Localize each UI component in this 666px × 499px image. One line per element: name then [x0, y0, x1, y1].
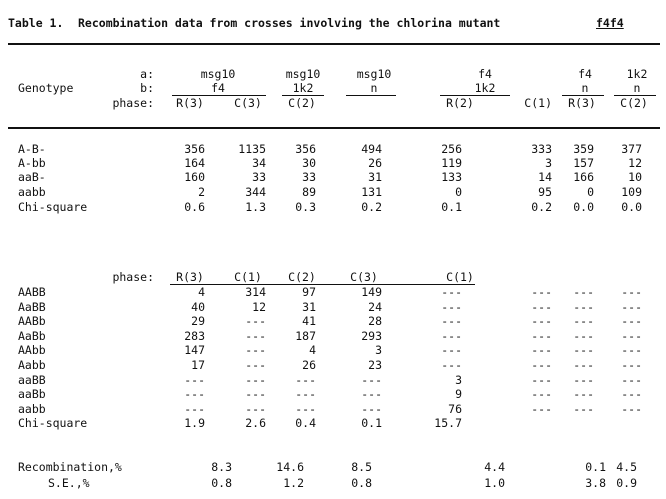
section2-phase-1: C(1)	[234, 270, 262, 284]
cell: 0.2	[361, 200, 382, 214]
cell: ---	[531, 358, 552, 372]
row-label: AABb	[18, 314, 46, 328]
cell: ---	[441, 329, 462, 343]
cell: ---	[245, 343, 266, 357]
cell: ---	[531, 300, 552, 314]
cell: 12	[628, 156, 642, 170]
cell: 0	[587, 185, 594, 199]
group-3-b: 1k2	[474, 81, 496, 95]
group-4-b: n	[581, 81, 589, 95]
cell: 187	[295, 329, 316, 343]
recombination-value: 14.6	[276, 460, 304, 474]
cell: 10	[628, 170, 642, 184]
cell: 0.6	[184, 200, 205, 214]
se-value: 0.8	[351, 476, 372, 490]
cell: ---	[531, 373, 552, 387]
cell: ---	[621, 314, 642, 328]
cell: 3	[545, 156, 552, 170]
section2-phase-4: C(1)	[446, 270, 474, 284]
cell: ---	[621, 373, 642, 387]
cell: 97	[302, 285, 316, 299]
cell: ---	[573, 402, 594, 416]
recombination-value: 4.4	[484, 460, 505, 474]
group-2-a: msg10	[356, 67, 392, 81]
cell: 26	[368, 156, 382, 170]
cell: 2	[198, 185, 205, 199]
cell: ---	[295, 387, 316, 401]
section2-phase-3: C(3)	[350, 270, 378, 284]
group-0-a: msg10	[200, 67, 236, 81]
cell: ---	[441, 358, 462, 372]
cell: ---	[361, 373, 382, 387]
cell: 1.3	[245, 200, 266, 214]
cell: 494	[361, 142, 382, 156]
cell: ---	[531, 387, 552, 401]
cell: 333	[531, 142, 552, 156]
cell: 28	[368, 314, 382, 328]
phase-cell-6: R(3)	[568, 96, 596, 110]
phase-cell-0: R(3)	[176, 96, 204, 110]
row-label: Chi-square	[18, 200, 88, 214]
cell: 256	[441, 142, 462, 156]
cell: 293	[361, 329, 382, 343]
row-label: AAbb	[18, 343, 46, 357]
cell: ---	[441, 285, 462, 299]
cell: 0.0	[573, 200, 594, 214]
table-title: Recombination data from crosses involving the chlorina mutant	[78, 16, 501, 30]
row-label: aabb	[18, 402, 46, 416]
table-number: Table 1.	[8, 16, 64, 30]
cell: 147	[184, 343, 205, 357]
phase-cell-7: C(2)	[620, 96, 648, 110]
cell: 29	[191, 314, 205, 328]
group-5-a: 1k2	[626, 67, 648, 81]
cell: 0.2	[531, 200, 552, 214]
cell: ---	[621, 387, 642, 401]
row-label-a: a:	[140, 67, 154, 81]
cell: ---	[531, 314, 552, 328]
cell: ---	[573, 285, 594, 299]
cell: 283	[184, 329, 205, 343]
cell: ---	[531, 402, 552, 416]
recombination-label: Recombination,%	[18, 460, 122, 474]
cell: 356	[295, 142, 316, 156]
section2-phase-rule	[170, 284, 475, 285]
row-label: aaBb	[18, 387, 46, 401]
section2-phase-label: phase:	[112, 270, 154, 284]
row-label: aabb	[18, 185, 46, 199]
se-value: 1.0	[484, 476, 505, 490]
row-label-phase: phase:	[112, 96, 154, 110]
group-rule-2	[346, 95, 396, 96]
cell: 109	[621, 185, 642, 199]
cell: 314	[245, 285, 266, 299]
row-label: AaBb	[18, 329, 46, 343]
cell: 160	[184, 170, 205, 184]
cell: 149	[361, 285, 382, 299]
row-label: Chi-square	[18, 416, 88, 430]
cell: 377	[621, 142, 642, 156]
cell: ---	[361, 387, 382, 401]
section2-phase-0: R(3)	[176, 270, 204, 284]
row-label-b: b:	[140, 81, 154, 95]
row-label: AaBB	[18, 300, 46, 314]
cell: ---	[245, 329, 266, 343]
cell: 34	[252, 156, 266, 170]
cell: 356	[184, 142, 205, 156]
recombination-value: 4.5	[616, 460, 637, 474]
cell: ---	[184, 373, 205, 387]
cell: 359	[573, 142, 594, 156]
cell: 33	[252, 170, 266, 184]
group-3-a: f4	[478, 67, 492, 81]
cell: 31	[368, 170, 382, 184]
cell: 3	[455, 373, 462, 387]
cell: ---	[531, 329, 552, 343]
phase-cell-5: C(1)	[524, 96, 552, 110]
cell: ---	[573, 314, 594, 328]
cell: 166	[573, 170, 594, 184]
cell: ---	[621, 343, 642, 357]
cell: ---	[621, 402, 642, 416]
cell: ---	[531, 285, 552, 299]
cell: ---	[245, 314, 266, 328]
se-value: 1.2	[283, 476, 304, 490]
cell: 12	[252, 300, 266, 314]
cell: ---	[573, 300, 594, 314]
top-rule	[8, 43, 660, 45]
row-label: A-bb	[18, 156, 46, 170]
cell: ---	[621, 300, 642, 314]
recombination-value: 8.5	[351, 460, 372, 474]
phase-cell-1: C(3)	[234, 96, 262, 110]
recombination-value: 8.3	[211, 460, 232, 474]
cell: ---	[184, 402, 205, 416]
row-label: aaBB	[18, 373, 46, 387]
cell: ---	[441, 314, 462, 328]
cell: 3	[375, 343, 382, 357]
cell: 0	[455, 185, 462, 199]
cell: ---	[295, 402, 316, 416]
cell: ---	[573, 343, 594, 357]
se-label: S.E.,%	[48, 476, 90, 490]
cell: 2.6	[245, 416, 266, 430]
cell: 4	[198, 285, 205, 299]
cell: 0.4	[295, 416, 316, 430]
cell: ---	[573, 358, 594, 372]
cell: 30	[302, 156, 316, 170]
row-label: Aabb	[18, 358, 46, 372]
cell: 133	[441, 170, 462, 184]
cell: 0.3	[295, 200, 316, 214]
se-value: 0.9	[616, 476, 637, 490]
cell: ---	[573, 387, 594, 401]
cell: 1135	[238, 142, 266, 156]
cell: ---	[245, 402, 266, 416]
header-bottom-rule	[8, 127, 660, 129]
cell: 344	[245, 185, 266, 199]
group-1-a: msg10	[285, 67, 321, 81]
cell: 0.1	[361, 416, 382, 430]
cell: 89	[302, 185, 316, 199]
group-2-b: n	[370, 81, 378, 95]
phase-cell-2: C(2)	[288, 96, 316, 110]
cell: 33	[302, 170, 316, 184]
cell: 24	[368, 300, 382, 314]
cell: ---	[441, 300, 462, 314]
cell: ---	[531, 343, 552, 357]
cell: ---	[621, 329, 642, 343]
phase-cell-4: R(2)	[446, 96, 474, 110]
mutant-name: f4f4	[596, 16, 624, 30]
group-0-b: f4	[211, 81, 225, 95]
cell: 76	[448, 402, 462, 416]
cell: 26	[302, 358, 316, 372]
cell: 157	[573, 156, 594, 170]
cell: ---	[621, 285, 642, 299]
row-label: A-B-	[18, 142, 46, 156]
cell: ---	[184, 387, 205, 401]
cell: ---	[621, 358, 642, 372]
cell: 14	[538, 170, 552, 184]
genotype-header: Genotype	[18, 81, 74, 95]
cell: ---	[441, 343, 462, 357]
cell: 4	[309, 343, 316, 357]
row-label: aaB-	[18, 170, 46, 184]
cell: ---	[573, 329, 594, 343]
cell: 1.9	[184, 416, 205, 430]
cell: 164	[184, 156, 205, 170]
cell: 131	[361, 185, 382, 199]
se-value: 0.8	[211, 476, 232, 490]
se-value: 3.8	[585, 476, 606, 490]
row-label: AABB	[18, 285, 46, 299]
group-1-b: 1k2	[292, 81, 314, 95]
cell: 119	[441, 156, 462, 170]
cell: 15.7	[434, 416, 462, 430]
cell: 31	[302, 300, 316, 314]
cell: 95	[538, 185, 552, 199]
section2-phase-2: C(2)	[288, 270, 316, 284]
group-5-b: n	[633, 81, 641, 95]
recombination-value: 0.1	[585, 460, 606, 474]
cell: 0.1	[441, 200, 462, 214]
cell: 23	[368, 358, 382, 372]
cell: 9	[455, 387, 462, 401]
cell: ---	[295, 373, 316, 387]
cell: 41	[302, 314, 316, 328]
cell: 0.0	[621, 200, 642, 214]
group-4-a: f4	[578, 67, 592, 81]
cell: ---	[245, 373, 266, 387]
cell: 17	[191, 358, 205, 372]
cell: 40	[191, 300, 205, 314]
cell: ---	[361, 402, 382, 416]
cell: ---	[245, 387, 266, 401]
cell: ---	[245, 358, 266, 372]
cell: ---	[573, 373, 594, 387]
